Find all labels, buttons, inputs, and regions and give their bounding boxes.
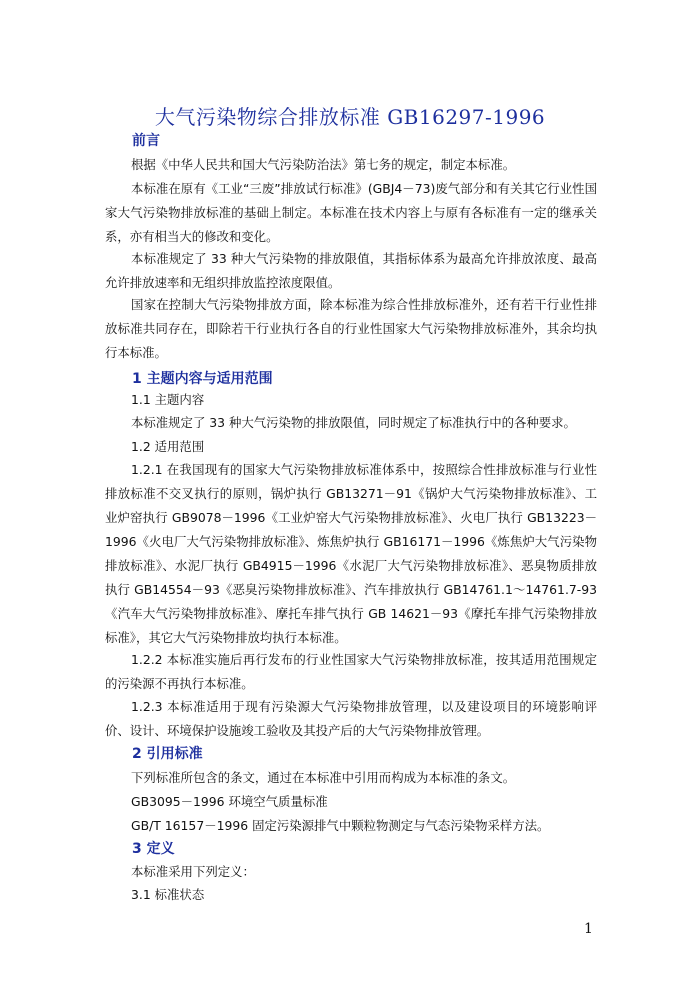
section-3-1-heading: 3.1 标准状态 <box>131 887 205 902</box>
document-title: 大气污染物综合排放标准 GB16297-1996 <box>154 105 546 129</box>
section-1-1-text: 本标准规定了 33 种大气污染物的排放限值，同时规定了标准执行中的各种要求。 <box>131 415 576 430</box>
section-3-heading: 3 定义 <box>132 841 175 857</box>
section-2-reference-2: GB/T 16157－1996 固定污染源排气中颗粒物测定与气态污染物采样方法。 <box>131 818 550 833</box>
section-1-2-3: 1.2.3 本标准适用于现有污染源大气污染物排放管理，以及建设项目的环境影响评价、设计、环境保护设施竣工验收及其投产后的大气污染物排放管理。 <box>105 699 597 738</box>
section-1-2-heading: 1.2 适用范围 <box>131 439 205 454</box>
foreword-paragraph-1: 根据《中华人民共和国大气污染防治法》第七务的规定，制定本标准。 <box>131 157 516 172</box>
section-1-2-2: 1.2.2 本标准实施后再行发布的行业性国家大气污染物排放标准，按其适用范围规定的污染源不再执行本标准。 <box>105 652 597 691</box>
page-number: 1 <box>584 921 593 937</box>
foreword-paragraph-2: 本标准在原有《工业“三废”排放试行标准》(GBJ4－73)废气部分和有关其它行业性国家大气污染物排放标准的基础上制定。本标准在技术内容上与原有各标准有一定的继承关系，亦有相当大的修改和变化。 <box>105 181 597 244</box>
section-2-reference-1: GB3095－1996 环境空气质量标准 <box>131 794 328 809</box>
foreword-paragraph-3: 本标准规定了 33 种大气污染物的排放限值，其指标体系为最高允许排放浓度、最高允许排放速率和无组织排放监控浓度限值。 <box>105 251 597 290</box>
section-2-text: 下列标准所包含的条文，通过在本标准中引用而构成为本标准的条文。 <box>131 770 516 785</box>
section-1-2-1: 1.2.1 在我国现有的国家大气污染物排放标准体系中，按照综合性排放标准与行业性排放标准不交叉执行的原则，锅炉执行 GB13271－91《锅炉大气污染物排放标准》、工业炉窑执行 GB9078－1996《工业炉窑大气污染物排放标准》、火电厂执行 GB13223－1996《火电厂大气污染物排放标准》、炼焦炉执行 GB16171－1996《炼焦炉大气污染物排放标准》、水泥厂执行 GB4915－1996《水泥厂大气污染物排放标准》、恶臭物质排放执行 GB14554－93《恶臭污染物排放标准》、汽车排放执行 GB14761.1～14761.7-93《汽车大气污染物排放标准》、摩托车排气执行 GB 14621－93《摩托车排气污染物排放标准》，其它大气污染物排放均执行本标准。 <box>105 462 597 645</box>
foreword-paragraph-4: 国家在控制大气污染物排放方面，除本标准为综合性排放标准外，还有若干行业性排放标准共同存在，即除若干行业执行各自的行业性国家大气污染物排放标准外，其余均执行本标准。 <box>105 297 597 360</box>
section-1-1-heading: 1.1 主题内容 <box>131 392 205 407</box>
section-3-text: 本标准采用下列定义： <box>131 864 255 879</box>
section-1-heading: 1 主题内容与适用范围 <box>132 371 273 387</box>
foreword-heading: 前言 <box>132 133 160 149</box>
section-2-heading: 2 引用标准 <box>132 746 203 762</box>
